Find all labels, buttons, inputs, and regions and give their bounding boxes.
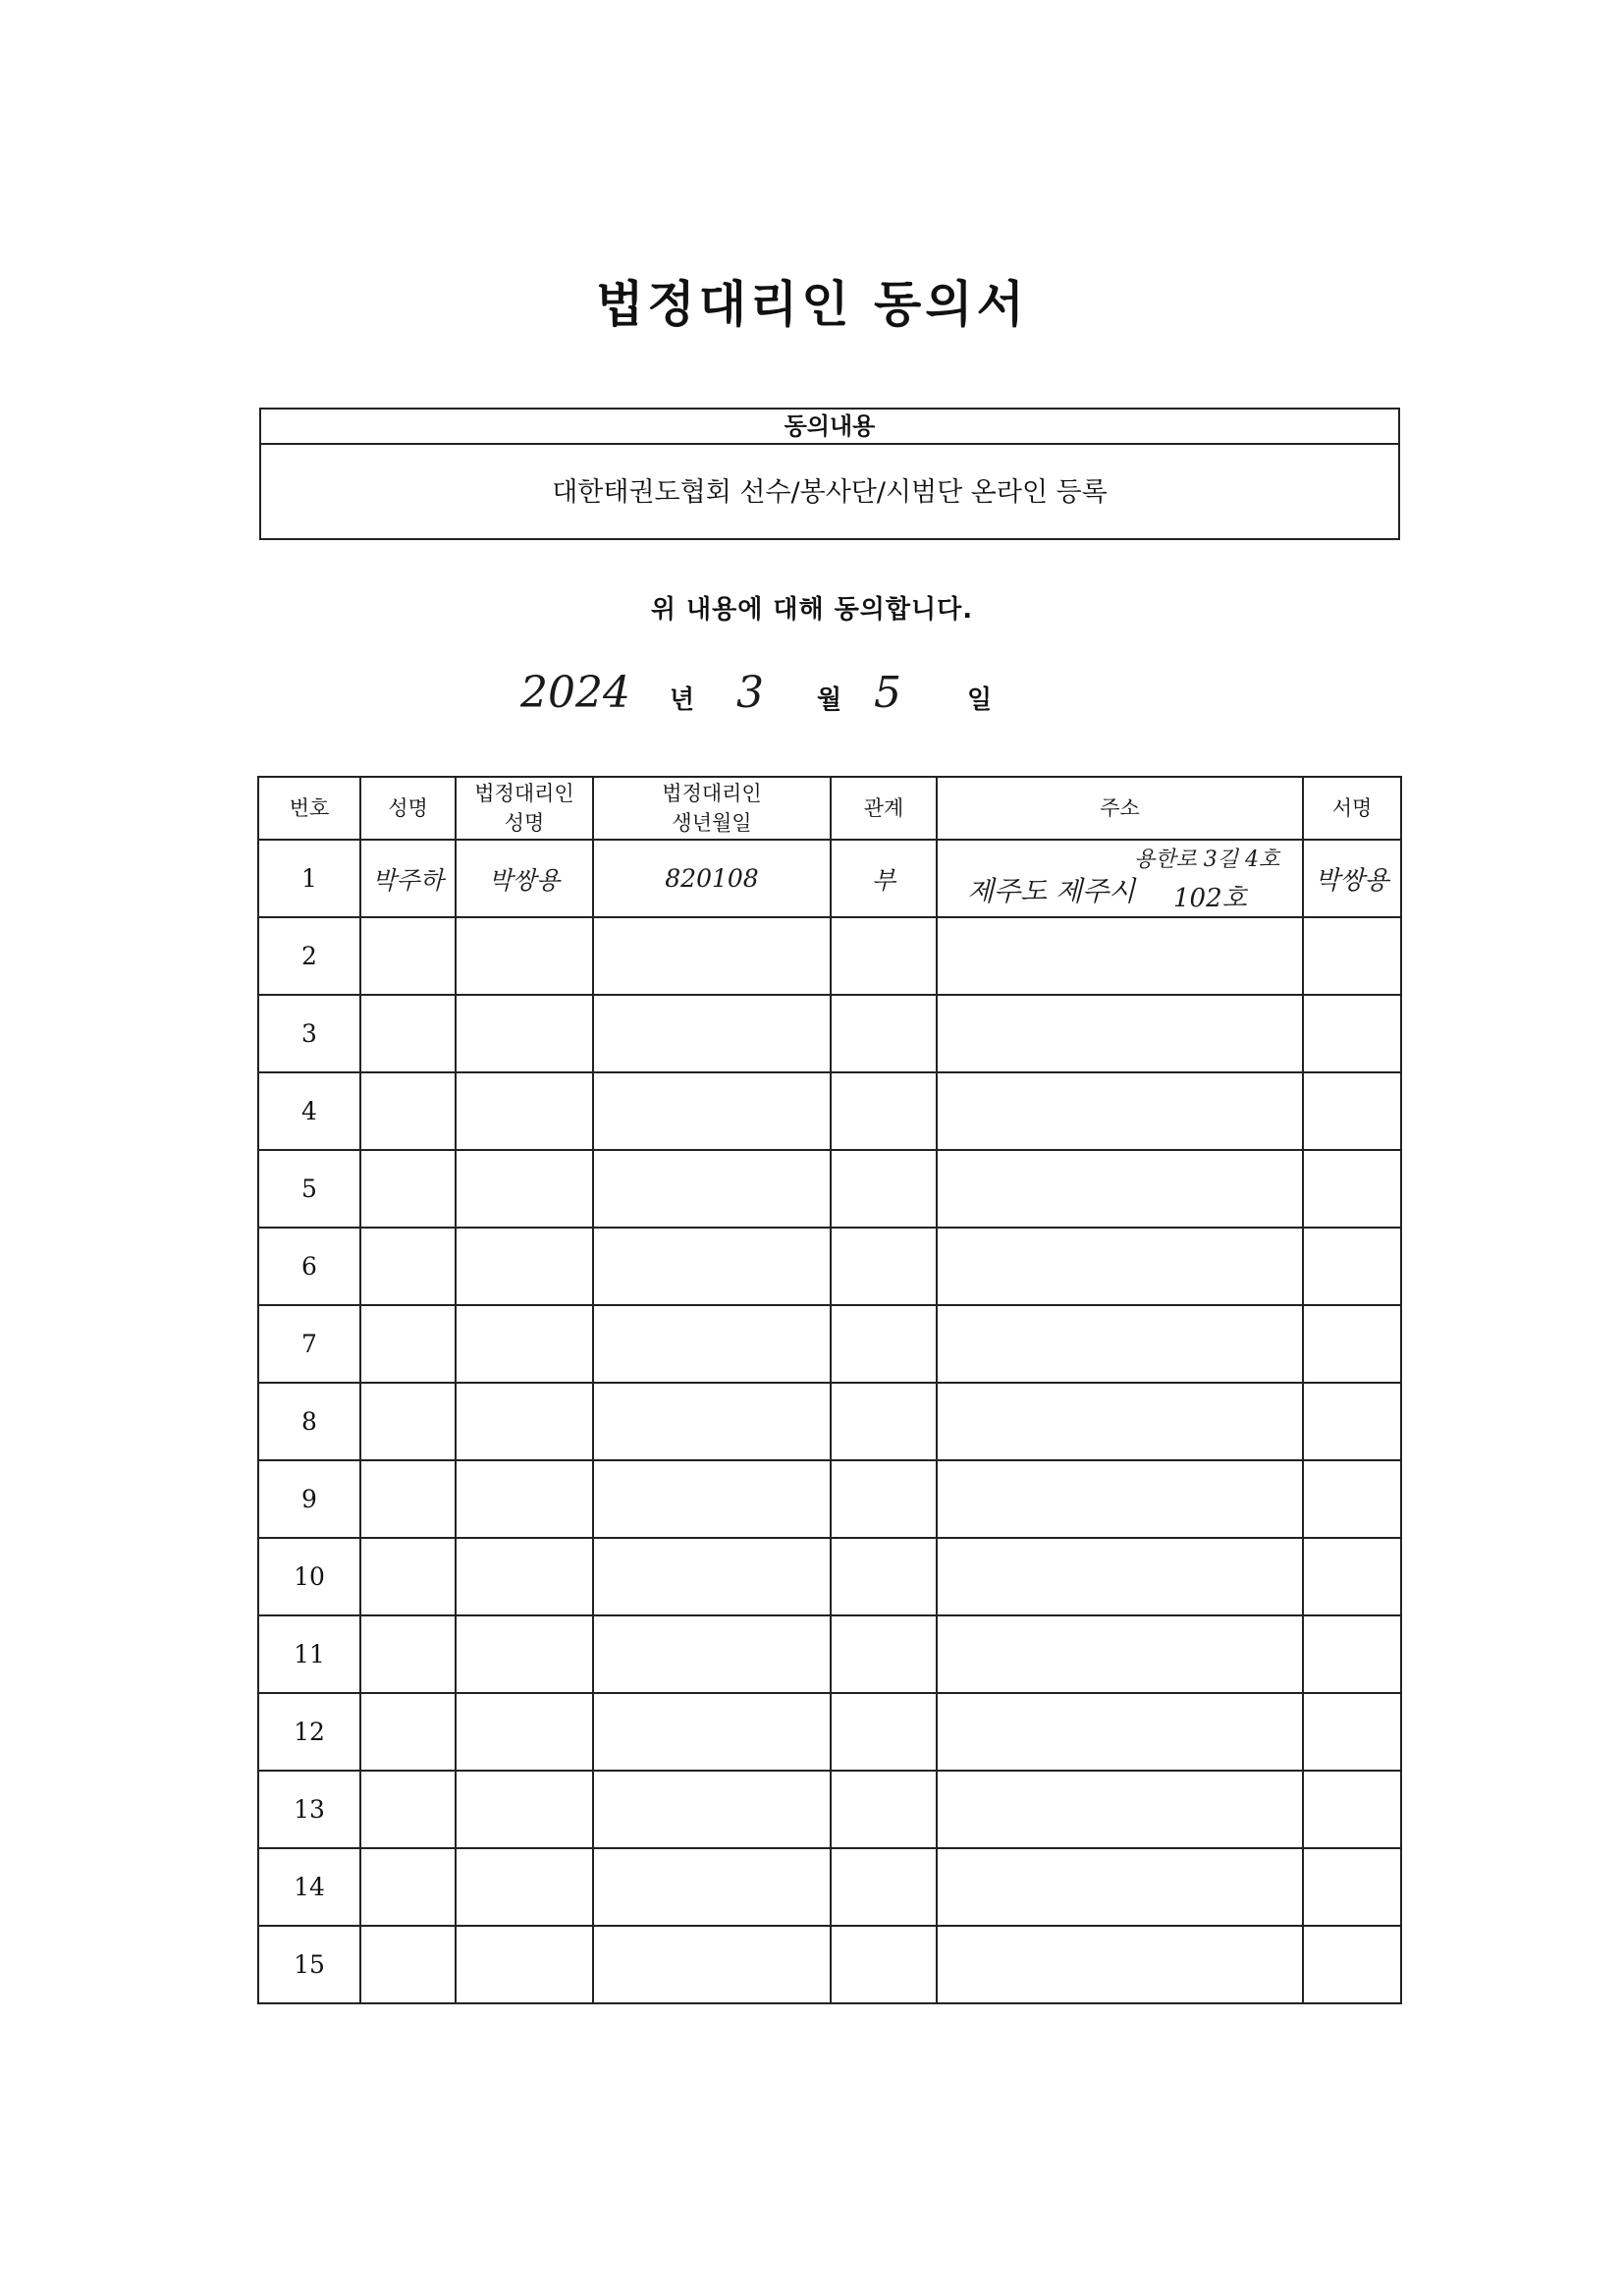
date-month-label: 월	[817, 685, 842, 715]
table-row	[258, 917, 1401, 995]
row-number: 8	[258, 1383, 360, 1460]
row-number: 12	[258, 1693, 360, 1771]
row-guardian-birth	[593, 917, 831, 995]
row-address	[937, 1150, 1303, 1228]
col-header-number: 번호	[258, 777, 360, 840]
col-header-relation: 관계	[831, 777, 937, 840]
row-number: 1	[258, 840, 360, 917]
table-row	[258, 1150, 1401, 1228]
row-number: 10	[258, 1538, 360, 1615]
col-header-guardian-name-line1: 법정대리인	[474, 782, 574, 805]
row-address	[937, 1693, 1303, 1771]
row-guardian-birth	[593, 1305, 831, 1383]
row-relation	[831, 1538, 937, 1615]
row-signature	[1303, 1305, 1401, 1383]
table-row	[258, 1228, 1401, 1305]
row-name	[360, 1383, 456, 1460]
row-relation	[831, 1072, 937, 1150]
row-number: 5	[258, 1150, 360, 1228]
table-row	[258, 1538, 1401, 1615]
row-address	[937, 1538, 1303, 1615]
row-number: 4	[258, 1072, 360, 1150]
row-guardian-name	[456, 1305, 593, 1383]
row-guardian-birth	[593, 1538, 831, 1615]
row-relation	[831, 1228, 937, 1305]
row-guardian-birth	[593, 1615, 831, 1693]
row-name	[360, 1150, 456, 1228]
table-row	[258, 1383, 1401, 1460]
table-row	[258, 1460, 1401, 1538]
row-address	[937, 1615, 1303, 1693]
row-guardian-name	[456, 1383, 593, 1460]
row-number: 9	[258, 1460, 360, 1538]
date-month-handwritten: 3	[736, 668, 764, 718]
row-relation	[831, 995, 937, 1072]
row-address	[937, 1383, 1303, 1460]
row-guardian-name	[456, 1538, 593, 1615]
row-relation	[831, 1771, 937, 1848]
row-address	[937, 1848, 1303, 1926]
consent-box	[259, 408, 1400, 540]
row-guardian-birth	[593, 1460, 831, 1538]
row-address	[937, 1926, 1303, 2003]
row-signature	[1303, 1460, 1401, 1538]
row-guardian-name	[456, 1926, 593, 2003]
row-name	[360, 1228, 456, 1305]
row-relation	[831, 1615, 937, 1693]
row-guardian-birth	[593, 1150, 831, 1228]
date-day-handwritten: 5	[874, 668, 901, 718]
row-address	[937, 1460, 1303, 1538]
row-relation	[831, 1305, 937, 1383]
col-header-signature: 서명	[1303, 777, 1401, 840]
row-guardian-name-handwritten: 박쌍용	[456, 840, 593, 917]
row-guardian-birth	[593, 1693, 831, 1771]
row-guardian-birth	[593, 1228, 831, 1305]
table-row	[258, 1072, 1401, 1150]
row-signature	[1303, 1538, 1401, 1615]
row-guardian-birth	[593, 1383, 831, 1460]
row-guardian-birth-handwritten: 820108	[593, 840, 831, 917]
row-name	[360, 1538, 456, 1615]
row-number: 14	[258, 1848, 360, 1926]
row-guardian-name	[456, 1693, 593, 1771]
row-signature	[1303, 1693, 1401, 1771]
guardian-roster-table	[257, 776, 1402, 2004]
row-relation	[831, 1926, 937, 2003]
row-name	[360, 995, 456, 1072]
date-line	[0, 668, 1624, 737]
row-address-line3-handwritten: 102호	[1173, 884, 1247, 913]
row-number: 2	[258, 917, 360, 995]
row-relation	[831, 1150, 937, 1228]
row-guardian-birth	[593, 995, 831, 1072]
row-signature	[1303, 1926, 1401, 2003]
row-signature	[1303, 995, 1401, 1072]
col-header-guardian-birth	[593, 777, 831, 840]
table-row	[258, 1926, 1401, 2003]
row-number: 13	[258, 1771, 360, 1848]
row-signature	[1303, 1072, 1401, 1150]
col-header-guardian-birth-line2: 생년월일	[672, 811, 752, 835]
table-row	[258, 1615, 1401, 1693]
row-name	[360, 1771, 456, 1848]
row-address	[937, 917, 1303, 995]
row-guardian-name	[456, 1150, 593, 1228]
table-row	[258, 1693, 1401, 1771]
row-name	[360, 1926, 456, 2003]
row-guardian-name	[456, 1228, 593, 1305]
row-signature	[1303, 1615, 1401, 1693]
col-header-guardian-birth-line1: 법정대리인	[662, 782, 762, 805]
row-relation	[831, 1693, 937, 1771]
row-address	[937, 995, 1303, 1072]
table-row	[258, 1305, 1401, 1383]
agreement-statement: 위 내용에 대해 동의합니다.	[650, 595, 974, 625]
row-guardian-birth	[593, 1072, 831, 1150]
row-name	[360, 1460, 456, 1538]
date-year-label: 년	[670, 685, 695, 715]
row-name-handwritten: 박주하	[360, 840, 456, 917]
row-address-line1-handwritten: 제주도 제주시	[967, 875, 1136, 907]
row-name	[360, 1305, 456, 1383]
row-guardian-name	[456, 1460, 593, 1538]
row-signature	[1303, 917, 1401, 995]
row-relation-handwritten: 부	[831, 840, 937, 917]
page-title: 법정대리인 동의서	[596, 276, 1028, 333]
table-row	[258, 1848, 1401, 1926]
row-signature	[1303, 1771, 1401, 1848]
row-name	[360, 1848, 456, 1926]
consent-header: 동의내용	[261, 410, 1398, 445]
col-header-name: 성명	[360, 777, 456, 840]
row-guardian-name	[456, 1848, 593, 1926]
row-number: 6	[258, 1228, 360, 1305]
row-signature	[1303, 1383, 1401, 1460]
row-relation	[831, 1383, 937, 1460]
date-year-handwritten: 2024	[520, 668, 630, 718]
table-row	[258, 995, 1401, 1072]
row-address	[937, 1771, 1303, 1848]
row-address	[937, 1072, 1303, 1150]
row-relation	[831, 1848, 937, 1926]
row-name	[360, 1072, 456, 1150]
row-address	[937, 1228, 1303, 1305]
row-number: 11	[258, 1615, 360, 1693]
row-guardian-name	[456, 1771, 593, 1848]
table-header-row	[258, 777, 1401, 840]
col-header-guardian-name-line2: 성명	[504, 811, 545, 835]
row-relation	[831, 1460, 937, 1538]
row-signature-handwritten: 박쌍용	[1303, 840, 1401, 917]
col-header-address: 주소	[937, 777, 1303, 840]
consent-body: 대한태권도협회 선수/봉사단/시범단 온라인 등록	[552, 477, 1108, 508]
row-name	[360, 1615, 456, 1693]
row-guardian-birth	[593, 1771, 831, 1848]
row-signature	[1303, 1848, 1401, 1926]
row-signature	[1303, 1228, 1401, 1305]
row-address	[937, 1305, 1303, 1383]
row-name	[360, 917, 456, 995]
row-name	[360, 1693, 456, 1771]
row-guardian-birth	[593, 1926, 831, 2003]
row-signature	[1303, 1150, 1401, 1228]
table-row	[258, 1771, 1401, 1848]
row-address-cell	[937, 840, 1303, 917]
row-guardian-name	[456, 1072, 593, 1150]
row-address-line2-handwritten: 용한로 3길 4호	[1134, 847, 1280, 872]
row-relation	[831, 917, 937, 995]
table-row	[258, 840, 1401, 917]
row-number: 3	[258, 995, 360, 1072]
row-guardian-birth	[593, 1848, 831, 1926]
row-guardian-name	[456, 1615, 593, 1693]
col-header-guardian-name	[456, 777, 593, 840]
row-number: 15	[258, 1926, 360, 2003]
row-number: 7	[258, 1305, 360, 1383]
row-guardian-name	[456, 917, 593, 995]
date-day-label: 일	[967, 685, 993, 715]
row-guardian-name	[456, 995, 593, 1072]
